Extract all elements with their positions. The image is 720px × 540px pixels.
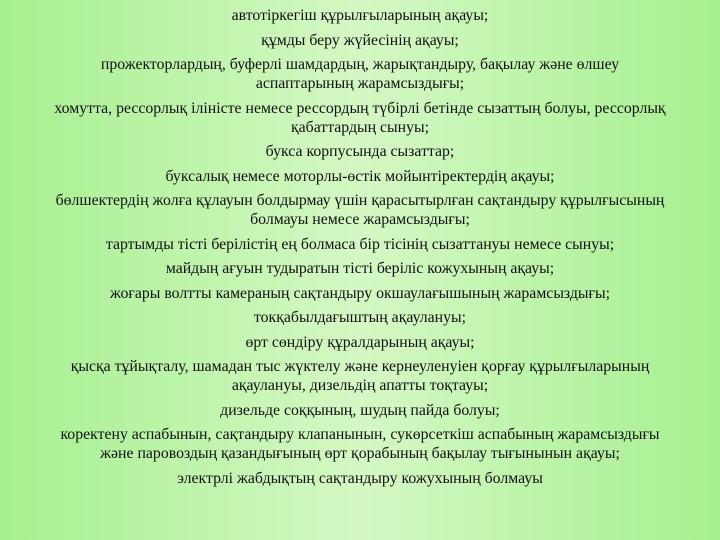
list-item: жоғары волтты камераның сақтандыру окшаулағышының жарамсыздығы; [109, 284, 611, 302]
list-item: хомутта, рессорлық ілiністе немесе рессордың түбірлі бетінде сызаттың болуы, рессорлық қабаттардың сынуы; [54, 99, 666, 136]
list-item: электрлі жабдықтың сақтандыру кожухының болмауы [177, 469, 543, 487]
list-item: автотіркегіш құрылғыларының ақауы; [231, 7, 489, 24]
list-item: бөлшектердің жолға құлауын болдырмау үшін қарасытырлған сақтандыру құрылғысының болмауы немесе жарамсыздығы; [55, 192, 665, 228]
list-item: буксалық немесе моторлы-өстік мойынтіректердің ақауы; [165, 167, 555, 185]
list-item: токқабылдағыштың ақаулануы; [253, 309, 467, 326]
list-item: майдың ағуын тудыратын тісті беріліс кожухының ақауы; [165, 260, 555, 277]
list-item: дизельде соққының, шудың пайда болуы; [220, 401, 500, 419]
list-item: тартымды тісті берілістің ең болмаса бір тісінің сызаттануы немесе сынуы; [105, 235, 615, 253]
malfunction-list [0, 6, 720, 493]
list-item: өрт сөндіру құралдарының ақауы; [245, 333, 475, 351]
list-item: букса корпусында сызаттар; [265, 143, 455, 160]
list-item: коректену аспабынын, сақтандыру клапанынын, сукөрсеткіш аспабының жарамсыздығы және паровоздың қазандығының өрт қорабының бақылау тығынынын ақауы; [60, 426, 660, 462]
list-item: құмды беру жүйесінің ақауы; [261, 31, 459, 49]
list-item: прожекторлардың, буферлі шамдардың, жарықтандыру, бақылау және өлшеу аспаптарының жарамсыздығы; [100, 56, 620, 92]
list-item: қысқа тұйықталу, шамадан тыс жүктелу және кернеуленуіен қорғау құрылғыларының ақаулануы, дизельдің апатты тоқтауы; [70, 358, 650, 394]
